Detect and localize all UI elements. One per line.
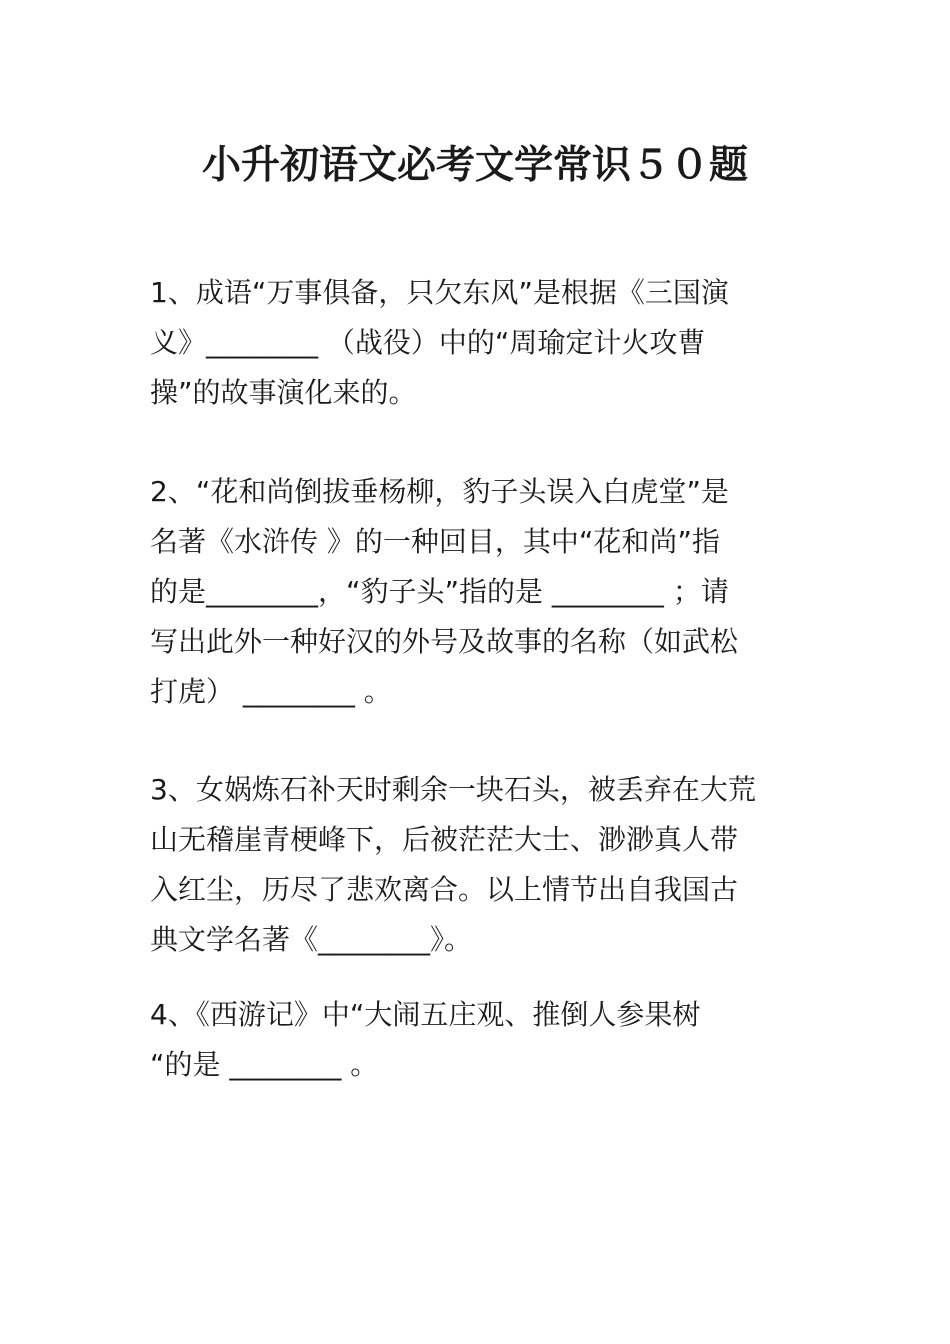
question-3-line-2: 山无稽崖青梗峰下，后被茫茫大士、渺渺真人带 <box>150 823 739 856</box>
question-2-line-2: 名著《水浒传 》的一种回目，其中“花和尚”指 <box>150 525 720 558</box>
question-3-line-3: 入红尘，历尽了悲欢离合。以上情节出自我国古 <box>150 873 739 906</box>
page-title: 小升初语文必考文学常识５０题 <box>201 143 748 188</box>
question-2-line-1: 2、“花和尚倒拔垂杨柳，豹子头误入白虎堂”是 <box>150 475 729 508</box>
question-1-line-2: 义》________ （战役）中的“周瑜定计火攻曹 <box>150 326 706 359</box>
question-1-line-3: 操”的故事演化来的。 <box>150 376 417 409</box>
question-2 <box>150 467 810 717</box>
question-2-line-3: 的是________，“豹子头”指的是 ________ ；请 <box>150 575 729 608</box>
question-1-line-1: 1、成语“万事俱备，只欠东风”是根据《三国演 <box>150 276 729 309</box>
question-4-line-1: 4、《西游记》中“大闹五庄观、推倒人参果树 <box>150 998 701 1031</box>
question-1 <box>150 268 810 418</box>
question-2-line-5: 打虎） ________ 。 <box>150 675 392 708</box>
question-3 <box>150 765 810 965</box>
question-3-line-4: 典文学名著《________》。 <box>150 923 473 956</box>
question-4-line-2: “的是 ________ 。 <box>150 1048 379 1081</box>
question-4 <box>150 990 810 1090</box>
question-3-line-1: 3、女娲炼石补天时剩余一块石头，被丢弃在大荒 <box>150 773 756 806</box>
question-2-line-4: 写出此外一种好汉的外号及故事的名称（如武松 <box>150 625 739 658</box>
